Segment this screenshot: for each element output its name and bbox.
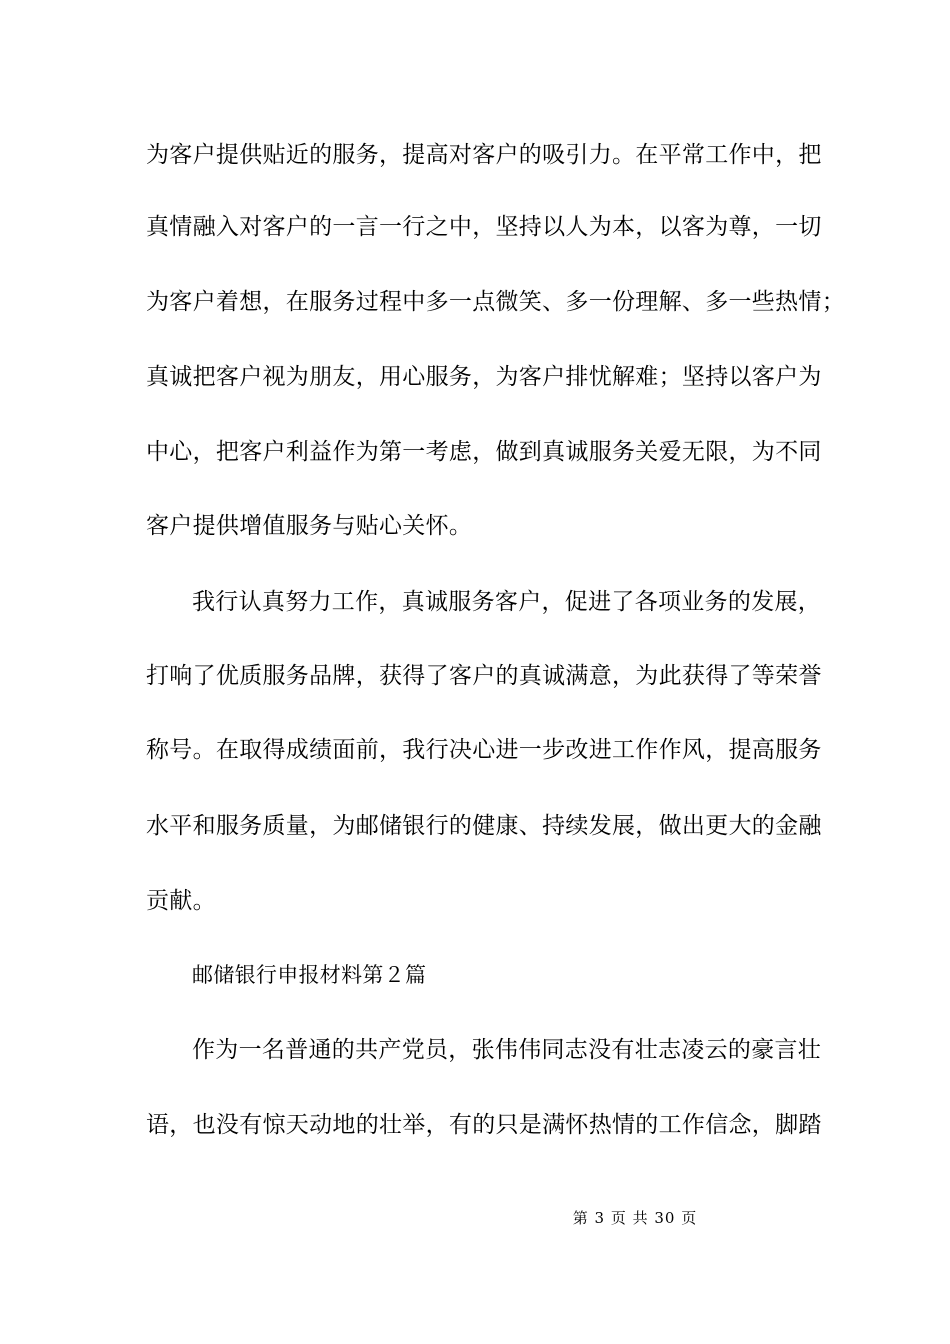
text-line-3: 为客户着想，在服务过程中多一点微笑、多一份理解、多一些热情； bbox=[146, 289, 845, 315]
text-line-10: 水平和服务质量，为邮储银行的健康、持续发展，做出更大的金融 bbox=[146, 813, 822, 839]
text-line-7: 我行认真努力工作，真诚服务客户，促进了各项业务的发展， bbox=[192, 589, 822, 615]
page-footer bbox=[0, 1208, 950, 1228]
text-line-9: 称号。在取得成绩面前，我行决心进一步改进工作作风，提高服务 bbox=[146, 737, 822, 763]
text-line-2: 真情融入对客户的一言一行之中，坚持以人为本，以客为尊，一切 bbox=[146, 214, 822, 240]
text-line-8: 打响了优质服务品牌，获得了客户的真诚满意，为此获得了等荣誉 bbox=[146, 663, 822, 689]
section-heading: 邮储银行申报材料第２篇 bbox=[192, 963, 427, 987]
text-line-14: 语，也没有惊天动地的壮举，有的只是满怀热情的工作信念，脚踏 bbox=[146, 1112, 822, 1138]
text-line-13: 作为一名普通的共产党员，张伟伟同志没有壮志凌云的豪言壮 bbox=[192, 1037, 822, 1063]
text-line-5: 中心，把客户利益作为第一考虑，做到真诚服务关爱无限，为不同 bbox=[146, 439, 822, 465]
text-line-1: 为客户提供贴近的服务，提高对客户的吸引力。在平常工作中，把 bbox=[146, 142, 822, 168]
text-line-6: 客户提供增值服务与贴心关怀。 bbox=[146, 513, 473, 539]
text-line-4: 真诚把客户视为朋友，用心服务，为客户排忧解难；坚持以客户为 bbox=[146, 364, 822, 390]
page-number: 第 3 页 共 30 页 bbox=[572, 1209, 698, 1227]
text-line-11: 贡献。 bbox=[146, 888, 216, 914]
